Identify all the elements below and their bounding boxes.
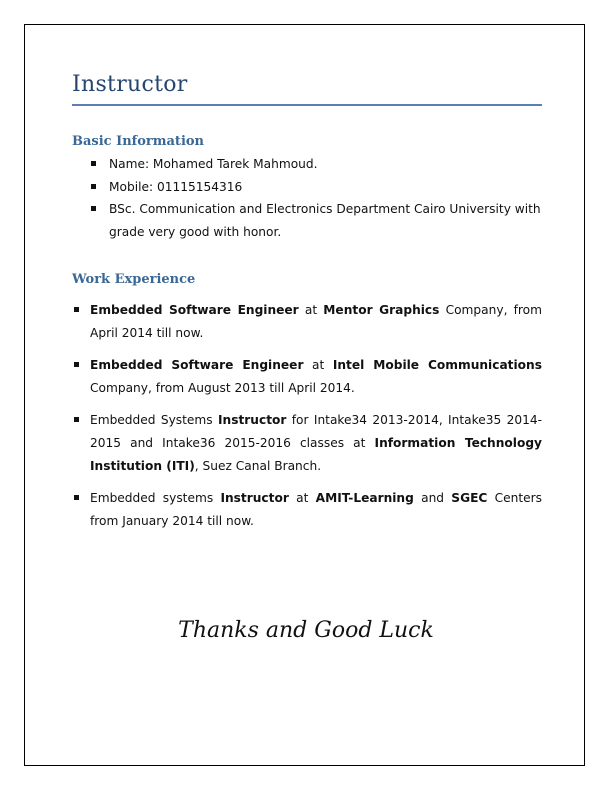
institution-name: Information Technology Institution (ITI) (90, 436, 543, 473)
work-item-iti (72, 409, 542, 478)
work-item-amit (72, 487, 542, 533)
center-name: SGEC (451, 491, 488, 505)
job-title: Instructor (218, 413, 287, 427)
center-name: AMIT-Learning (315, 491, 414, 505)
list-item-mobile: Mobile: 01115154316 (72, 176, 542, 199)
role-prefix: Embedded systems (90, 491, 221, 505)
page-title: Instructor (72, 72, 188, 97)
company-name: Mentor Graphics (323, 303, 440, 317)
basic-info-list (72, 153, 542, 243)
job-title: Embedded Software Engineer (90, 303, 299, 317)
period-text: Company, from August 2013 till April 2014. (90, 381, 355, 395)
intake-text: for Intake34 2013-2014, Intake35 2014-2015 and Intake36 2015-2016 classes at (90, 413, 542, 450)
list-item-name: Name: Mohamed Tarek Mahmoud. (72, 153, 542, 176)
list-item-education: BSc. Communication and Electronics Department Cairo University with grade very good with honor. (72, 198, 542, 243)
job-title: Embedded Software Engineer (90, 358, 304, 372)
connector-text: at (303, 358, 333, 372)
connector-text: and (413, 491, 452, 505)
basic-info-heading: Basic Information (72, 134, 204, 149)
role-prefix: Embedded Systems (90, 413, 218, 427)
title-underline (72, 104, 542, 106)
period-text: Company, from April 2014 till now. (90, 303, 542, 340)
work-item-mentor (72, 299, 542, 345)
connector-text: at (288, 491, 316, 505)
job-title: Instructor (220, 491, 289, 505)
company-name: Intel Mobile Communications (332, 358, 542, 372)
connector-text: at (298, 303, 324, 317)
closing-message: Thanks and Good Luck (178, 618, 434, 643)
work-experience-list (72, 299, 542, 542)
period-text: Centers from January 2014 till now. (90, 491, 542, 528)
work-item-intel (72, 354, 542, 400)
branch-text: , Suez Canal Branch. (194, 459, 322, 473)
work-experience-heading: Work Experience (72, 272, 196, 287)
